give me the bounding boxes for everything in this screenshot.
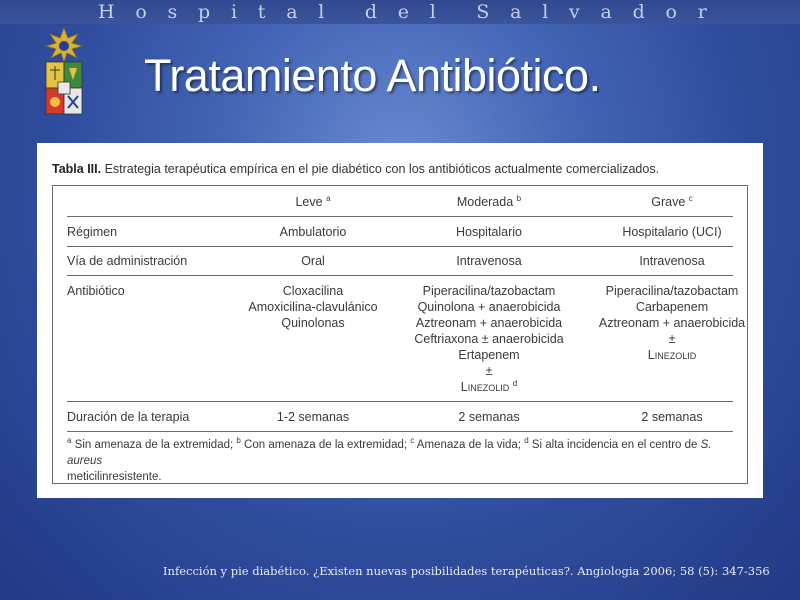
cell-regimen-grave: Hospitalario (UCI) (622, 225, 722, 239)
row-label-antibiotico: Antibiótico (67, 284, 125, 298)
column-header-grave: Grave $^c$ (651, 193, 693, 209)
antibiotic-item: ± (485, 364, 493, 378)
hospital-letter: H (98, 1, 116, 23)
hospital-letter: d (364, 1, 379, 23)
antibiotic-item: Piperacilina/tazobactam (605, 284, 739, 298)
antibiotic-item: Ertapenem (458, 348, 520, 362)
antibiotic-item: Quinolona + anaerobicida (417, 300, 561, 314)
row-label-duracion: Duración de la terapia (67, 410, 190, 424)
table-caption (52, 162, 659, 176)
hospital-letter: d (632, 1, 646, 23)
hospital-letter: s (167, 1, 179, 23)
cell-antibiotico-leve (213, 283, 413, 331)
table-caption-text: Estrategia terapéutica empírica en el pie diabético con los antibióticos actualmente comercializados. (104, 162, 660, 176)
hospital-letter: t (257, 1, 267, 23)
antibiotic-item: Ceftriaxona ± anaerobicida (414, 332, 564, 346)
cell-duracion-moderada: 2 semanas (458, 410, 520, 424)
hospital-letter: p (198, 1, 212, 23)
table-caption-label: Tabla III. (52, 162, 102, 176)
antibiotic-item: Quinolonas (281, 316, 345, 330)
antibiotic-item-linezolid: Linezolid (647, 348, 697, 362)
column-header-leve: Leve $^a$ (295, 193, 331, 209)
hospital-letter: l (429, 1, 437, 23)
hospital-name (98, 0, 708, 24)
cell-via-leve: Oral (301, 254, 325, 268)
hospital-letter: l (542, 1, 550, 23)
table-divider (67, 246, 733, 247)
university-crest-logo (34, 26, 94, 122)
cell-duracion-grave: 2 semanas (641, 410, 703, 424)
hospital-letter: e (397, 1, 411, 23)
hospital-letter: o (665, 1, 678, 23)
star-emblem-icon (46, 28, 82, 62)
antibiotic-item: Piperacilina/tazobactam (422, 284, 556, 298)
cell-regimen-moderada: Hospitalario (455, 225, 522, 239)
table-panel (37, 143, 763, 498)
hospital-letter: S (476, 1, 491, 23)
row-label-regimen: Régimen (67, 225, 118, 239)
table-divider (67, 216, 733, 217)
therapy-table (52, 185, 748, 484)
cell-via-moderada: Intravenosa (456, 254, 522, 268)
hospital-letter: a (510, 1, 523, 23)
shield-icon (46, 62, 82, 114)
antibiotic-item: Carbapenem (635, 300, 709, 314)
source-citation: Infección y pie diabético. ¿Existen nuevas posibilidades terapéuticas?. Angiologia 2006; 58 (5): 347-356 (163, 564, 770, 578)
antibiotic-item-linezolid: Linezolid $^d$ (460, 378, 518, 394)
cell-duracion-leve: 1-2 semanas (276, 410, 350, 424)
hospital-letter: a (600, 1, 613, 23)
table-divider (67, 431, 733, 432)
column-header-moderada: Moderada $^b$ (456, 193, 522, 209)
hospital-letter: o (135, 1, 148, 23)
cell-regimen-leve: Ambulatorio (279, 225, 347, 239)
antibiotic-item: Amoxicilina-clavulánico (248, 300, 378, 314)
table-divider (67, 401, 733, 402)
antibiotic-item: Cloxacilina (282, 284, 344, 298)
row-label-via: Vía de administración (67, 254, 188, 268)
hospital-letter: l (318, 1, 326, 23)
cell-antibiotico-grave (572, 283, 772, 363)
antibiotic-item: Aztreonam + anaerobicida (415, 316, 563, 330)
table-footnote: $^a$ Sin amenaza de la extremidad; $^b$ Con amenaza de la extremidad; $^c$ Amenaza de la vida; $^d$ Si alta incidencia en el centro de S. aureus meticilinresistente. (67, 436, 712, 483)
table-divider (67, 275, 733, 276)
cell-via-grave: Intravenosa (639, 254, 705, 268)
hospital-letter: r (697, 1, 708, 23)
cell-antibiotico-moderada (389, 283, 589, 395)
hospital-letter: v (569, 1, 581, 23)
antibiotic-item: ± (668, 332, 676, 346)
hospital-letter: a (286, 1, 299, 23)
hospital-letter: i (230, 1, 239, 23)
slide-title: Tratamiento Antibiótico. (144, 50, 601, 101)
antibiotic-item: Aztreonam + anaerobicida (598, 316, 746, 330)
